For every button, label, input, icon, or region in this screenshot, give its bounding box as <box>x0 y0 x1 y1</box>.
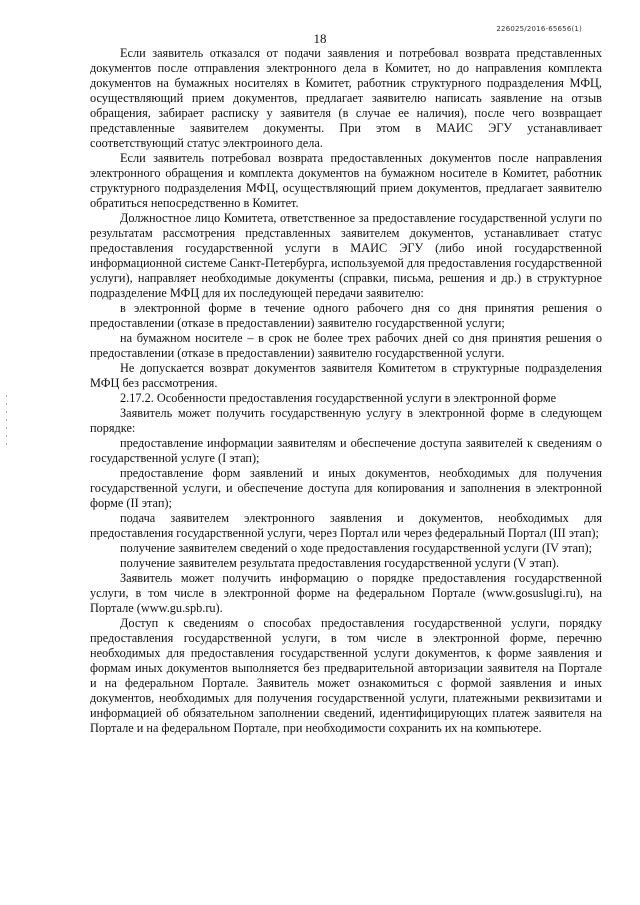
paragraph: Должностное лицо Комитета, ответственное за предоставление государственной услуги по результатам рассмотрения представленных заявителем документов, устанавливает статус предоставления государственной услуги в МАИС ЭГУ (либо иной государственной информационной системе Санкт-Петербурга, используемой для предоставления государственной услуги), направляет необходимые документы (справки, письма, решения и др.) в структурное подразделение МФЦ для их последующей передачи заявителю: <box>90 211 602 300</box>
paragraph: Если заявитель отказался от подачи заявления и потребовал возврата представленных документов после отправления электронного дела в Комитет, но до направления комплекта документов на бумажных носителях в Комитет, работник структурного подразделения МФЦ, осуществляющий прием документов, предлагает заявителю написать заявление на отзыв обращения, забирает расписку у заявителя (в случае ее наличия), после чего возвращает представленные заявителем документы. При этом в МАИС ЭГУ устанавливает соответствующий статус электроиного дела. <box>90 46 602 150</box>
document-id: 226025/2016-65656(1) <box>496 25 582 33</box>
section-heading: 2.17.2. Особенности предоставления государственной услуги в электронной форме <box>120 391 557 405</box>
paragraph: Доступ к сведениям о способах предоставления государственной услуги, порядку предоставления государственной услуги, в том числе в электронной форме, перечню необходимых для предоставления государственной услуги документов, к форме заявления и формам иных документов выполняется без предварительной авторизации заявителя на Портале и на федеральном Портале. Заявитель может ознакомиться с формой заявления и иных документов, необходимых для получения государственной услуги, платежными реквизитами и информацией об обязательном заполнении сведений, идентифицирующих платеж заявителя на Портале и на федеральном Портале, при необходимости сохранить их на компьютере. <box>90 616 602 735</box>
page-number: 18 <box>313 31 327 46</box>
paragraph: получение заявителем результата предоставления государственной услуги (V этап). <box>120 556 560 570</box>
paragraph: Если заявитель потребовал возврата предоставленных документов после направления электронного обращения и комплекта документов на бумажном носителе в Комитет, работник структурного подразделения МФЦ, осуществляющий прием документов, предлагает заявителю обратиться непосредственно в Комитет. <box>90 151 602 210</box>
paragraph: подача заявителем электронного заявления и документов, необходимых для предоставления государственной услуги, через Портал или через федеральный Портал (III этап); <box>90 511 602 540</box>
paragraph: в электронной форме в течение одного рабочего дня со дня принятия решения о предоставлении (отказе в предоставлении) заявителю государственной услуги; <box>90 301 602 330</box>
paragraph: предоставление форм заявлений и иных документов, необходимых для получения государственной услуги, и обеспечение доступа для копирования и заполнения в электронной форме (II этап); <box>90 466 602 510</box>
scan-margin-marks <box>6 395 9 455</box>
paragraph: предоставление информации заявителям и обеспечение доступа заявителей к сведениям о государственной услуге (I этап); <box>90 436 602 465</box>
paragraph: получение заявителем сведений о ходе предоставления государственной услуги (IV этап); <box>120 541 593 555</box>
paragraph: на бумажном носителе – в срок не более трех рабочих дней со дня принятия решения о предоставлении (отказе в предоставлении) заявителю государственной услуги. <box>90 331 602 360</box>
paragraph: Не допускается возврат документов заявителя Комитетом в структурные подразделения МФЦ без рассмотрения. <box>90 361 602 390</box>
paragraph: Заявитель может получить информацию о порядке предоставления государственной услуги, в том числе в электронной форме на федеральном Портале (www.gosuslugi.ru), на Портале (www.gu.spb.ru). <box>90 571 602 615</box>
paragraph: Заявитель может получить государственную услугу в электронной форме в следующем порядке: <box>90 406 602 435</box>
document-body <box>90 46 602 736</box>
